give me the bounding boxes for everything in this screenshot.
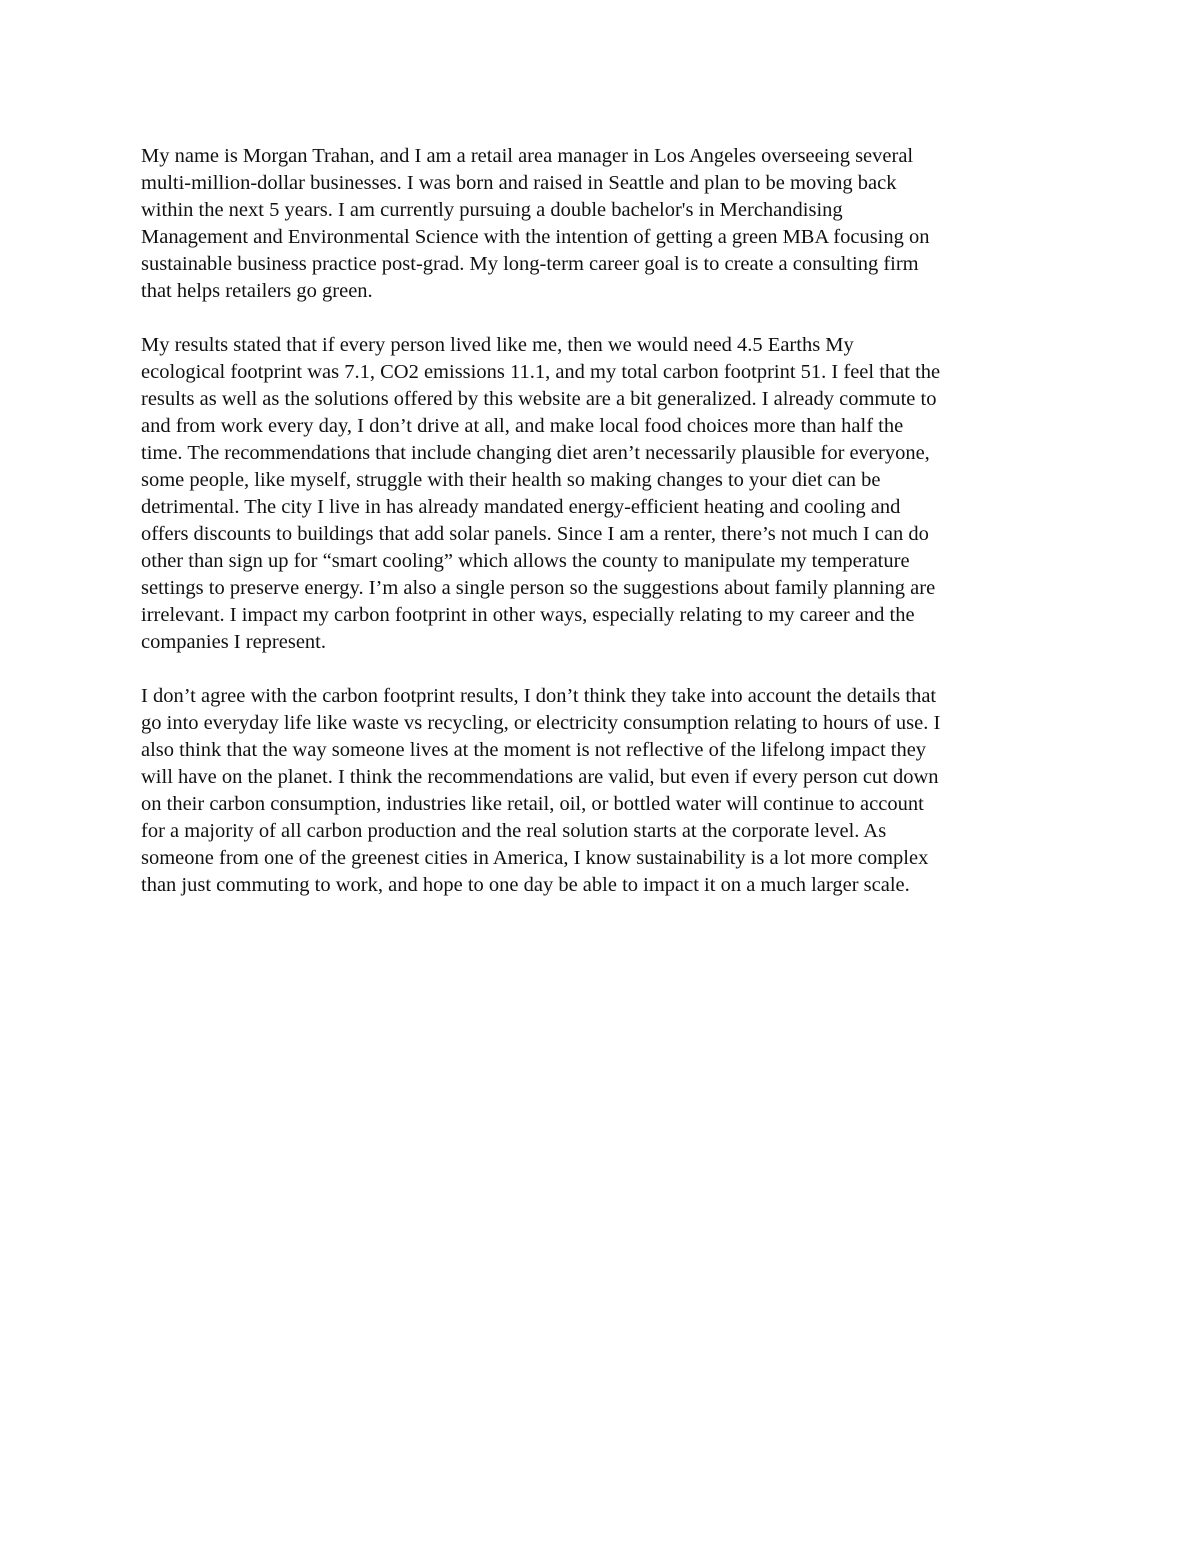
text-line: other than sign up for “smart cooling” which allows the county to manipulate my temperature xyxy=(141,550,910,572)
text-line: and from work every day, I don’t drive at all, and make local food choices more than half the xyxy=(141,415,904,437)
text-line: offers discounts to buildings that add solar panels. Since I am a renter, there’s not much I can do xyxy=(141,523,929,545)
text-line: for a majority of all carbon production and the real solution starts at the corporate level. As xyxy=(141,820,887,842)
text-line: that helps retailers go green. xyxy=(141,280,373,302)
text-line: someone from one of the greenest cities in America, I know sustainability is a lot more complex xyxy=(141,847,929,869)
paragraph-results xyxy=(141,332,1066,656)
paragraph-introduction xyxy=(141,143,1066,305)
text-line: time. The recommendations that include changing diet aren’t necessarily plausible for everyone, xyxy=(141,442,930,464)
document-body xyxy=(141,143,1066,926)
text-line: than just commuting to work, and hope to one day be able to impact it on a much larger scale. xyxy=(141,874,910,896)
text-line: go into everyday life like waste vs recycling, or electricity consumption relating to hours of use. I xyxy=(141,712,941,734)
text-line: sustainable business practice post-grad. My long-term career goal is to create a consulting firm xyxy=(141,253,919,275)
text-line: My name is Morgan Trahan, and I am a retail area manager in Los Angeles overseeing several xyxy=(141,145,914,167)
paragraph-conclusion xyxy=(141,683,1066,899)
text-line: I don’t agree with the carbon footprint results, I don’t think they take into account the details that xyxy=(141,685,937,707)
text-line: on their carbon consumption, industries like retail, oil, or bottled water will continue to account xyxy=(141,793,924,815)
text-line: companies I represent. xyxy=(141,631,326,653)
text-line: some people, like myself, struggle with their health so making changes to your diet can be xyxy=(141,469,881,491)
text-line: detrimental. The city I live in has already mandated energy-efficient heating and cooling and xyxy=(141,496,901,518)
text-line: also think that the way someone lives at the moment is not reflective of the lifelong impact they xyxy=(141,739,927,761)
text-line: results as well as the solutions offered by this website are a bit generalized. I already commute to xyxy=(141,388,937,410)
text-line: irrelevant. I impact my carbon footprint in other ways, especially relating to my career and the xyxy=(141,604,915,626)
text-line: within the next 5 years. I am currently pursuing a double bachelor's in Merchandising xyxy=(141,199,843,221)
text-line: ecological footprint was 7.1, CO2 emissions 11.1, and my total carbon footprint 51. I feel that the xyxy=(141,361,941,383)
text-line: settings to preserve energy. I’m also a single person so the suggestions about family planning are xyxy=(141,577,936,599)
text-line: multi-million-dollar businesses. I was born and raised in Seattle and plan to be moving back xyxy=(141,172,897,194)
text-line: will have on the planet. I think the recommendations are valid, but even if every person cut down xyxy=(141,766,939,788)
text-line: My results stated that if every person lived like me, then we would need 4.5 Earths My xyxy=(141,334,854,356)
text-line: Management and Environmental Science with the intention of getting a green MBA focusing on xyxy=(141,226,930,248)
